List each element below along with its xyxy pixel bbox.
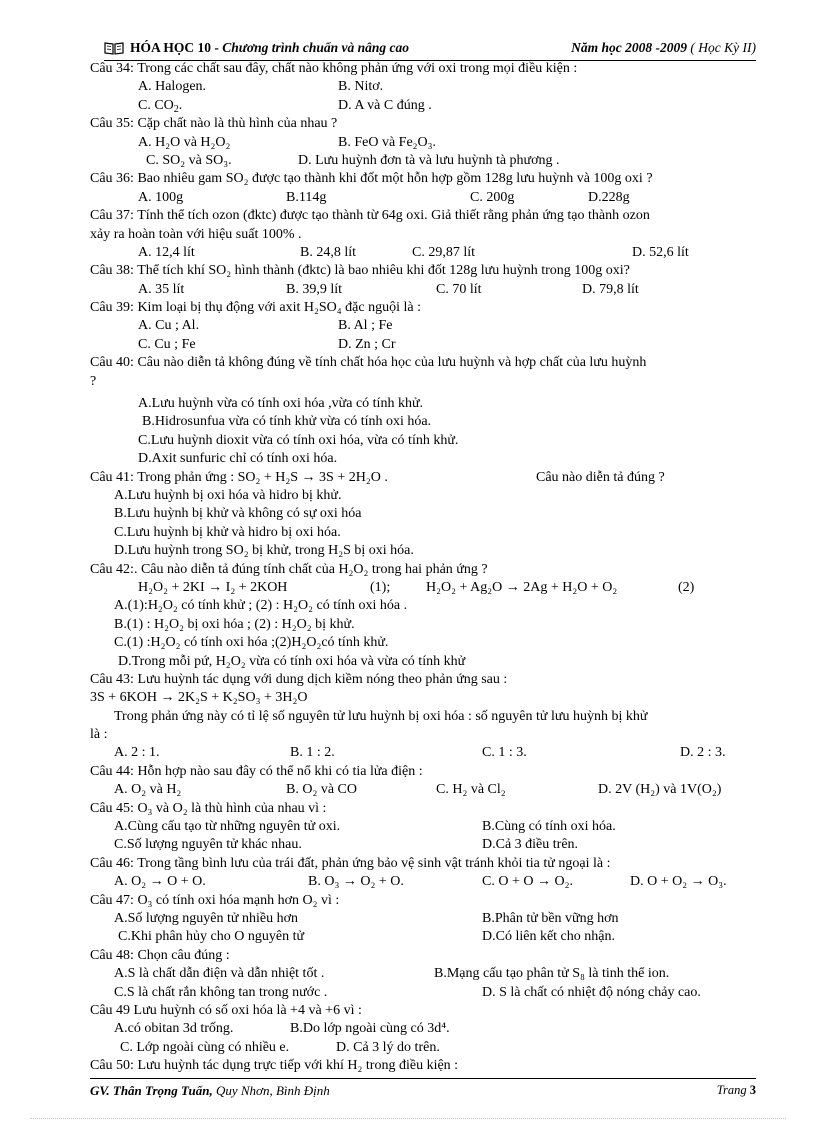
option-b: B. Nitơ. (338, 79, 384, 95)
option-c: C.Lưu huỳnh dioxit vừa có tính oxi hóa, vừa có tính khử. (138, 432, 459, 448)
page-header: HÓA HỌC 10 - Chương trình chuẩn và nâng cao Năm học 2008 -2009 ( Học Kỳ II) (104, 38, 756, 61)
question-35-stem: Câu 35: Cặp chất nào là thù hình của nhau ? (90, 116, 338, 132)
equation-2-label: (2) (678, 579, 695, 595)
option-b: B.Do lớp ngoài cùng có 3d⁴. (290, 1021, 450, 1037)
option-b: B. O₃ → O₂ + O. (308, 874, 404, 890)
option-d: D. A và C đúng . (338, 97, 432, 113)
question-36-options (90, 189, 756, 207)
option-d: D. S là chất có nhiệt độ nóng chảy cao. (482, 984, 701, 1000)
header-subject: HÓA HỌC 10 (130, 40, 212, 55)
question-45-options-row2 (90, 836, 756, 854)
question-40-stem: Câu 40: Câu nào diễn tả không đúng về tính chất hóa học của lưu huỳnh và hợp chất của lưu huỳnh (90, 355, 647, 371)
option-b: B. 1 : 2. (290, 745, 335, 761)
question-49-options-row1 (90, 1020, 756, 1038)
question-37-stem: Câu 37: Tính thể tích ozon (đktc) được tạo thành từ 64g oxi. Giả thiết rằng phản ứng tạo thành ozon (90, 208, 650, 224)
option-c: C.(1) :H₂O₂ có tính oxi hóa ;(2)H₂O₂có tính khử. (114, 635, 389, 651)
option-b: B. FeO và Fe₂O₃. (338, 134, 437, 150)
option-b: B.(1) : H₂O₂ bị oxi hóa ; (2) : H₂O₂ bị khử. (114, 616, 355, 632)
page-footer (90, 1078, 756, 1105)
option-c: C. Lớp ngoài cùng có nhiều e. (120, 1039, 290, 1055)
option-c: C. 70 lít (436, 281, 482, 297)
question-38-options (90, 281, 756, 299)
option-a: A. 100g (138, 189, 184, 205)
option-d: D. Zn ; Cr (338, 336, 396, 352)
question-44-stem: Câu 44: Hỗn hợp nào sau đây có thể nổ khi có tia lửa điện : (90, 763, 423, 779)
option-a: A.có obitan 3d trống. (114, 1021, 234, 1037)
option-d: D. Cả 3 lý do trên. (336, 1039, 440, 1055)
question-49-stem: Câu 49 Lưu huỳnh có số oxi hóa là +4 và +6 vì : (90, 1002, 362, 1018)
option-d: D.Trong mỗi pứ, H₂O₂ vừa có tính oxi hóa và vừa có tính khử (118, 653, 466, 669)
question-43-equation: 3S + 6KOH → 2K₂S + K₂SO₃ + 3H₂O (90, 690, 308, 706)
option-d: D.Cả 3 điều trên. (482, 837, 579, 853)
question-41-stem: Câu 41: Trong phản ứng : SO₂ + H₂S → 3S + 2H₂O . Câu nào diễn tả đúng ? (90, 469, 756, 487)
option-b: B.Lưu huỳnh bị khử và không có sự oxi hóa (114, 506, 362, 522)
option-c: C. 1 : 3. (482, 745, 527, 761)
option-b: B.Mạng cấu tạo phân tử S₈ là tinh thể ion. (434, 966, 670, 982)
question-47-options-row2 (90, 928, 756, 946)
option-d: D. O + O₂ → O₃. (630, 874, 727, 890)
option-a: A. 35 lít (138, 281, 185, 297)
question-41-ask: Câu nào diễn tả đúng ? (536, 469, 665, 485)
question-34-options-row2 (90, 97, 756, 115)
footer-page-label: Trang (716, 1083, 747, 1097)
option-b: B. 24,8 lít (300, 244, 357, 260)
option-c: C. 200g (470, 189, 515, 205)
option-a: A. 2 : 1. (114, 745, 160, 761)
question-list (90, 60, 756, 1075)
question-47-stem: Câu 47: O₃ có tính oxi hóa mạnh hơn O₂ vì : (90, 892, 340, 908)
equation-1: H₂O₂ + 2KI → I₂ + 2KOH (138, 579, 288, 595)
option-a: A.(1):H₂O₂ có tính khử ; (2) : H₂O₂ có tính oxi hóa . (114, 598, 408, 614)
question-43-text: Trong phản ứng này có tỉ lệ số nguyên tử lưu huỳnh bị oxi hóa : số nguyên tử lưu huỳnh bị khử (114, 708, 648, 724)
option-c: C.Khi phân hủy cho O nguyên tử (118, 929, 305, 945)
option-d: D.Lưu huỳnh trong SO₂ bị khử, trong H₂S bị oxi hóa. (114, 543, 414, 559)
question-38-stem: Câu 38: Thể tích khí SO₂ hình thành (đktc) là bao nhiêu khi đốt 128g lưu huỳnh trong 100g oxi? (90, 263, 630, 279)
question-47-options-row1 (90, 910, 756, 928)
option-a: A. Halogen. (138, 79, 207, 95)
option-c: C.Lưu huỳnh bị khử và hidro bị oxi hóa. (114, 524, 341, 540)
option-d: D.Có liên kết cho nhận. (482, 929, 615, 945)
question-48-stem: Câu 48: Chọn câu đúng : (90, 947, 230, 963)
option-d: D. 52,6 lít (632, 244, 689, 260)
question-34-options-row1 (90, 78, 756, 96)
question-43-options (90, 744, 756, 762)
question-37-options (90, 244, 756, 262)
question-45-stem: Câu 45: O₃ và O₂ là thù hình của nhau vì : (90, 800, 327, 816)
question-34-stem: Câu 34: Trong các chất sau đây, chất nào không phản ứng với oxi trong mọi điều kiện : (90, 61, 578, 76)
question-39-stem: Câu 39: Kim loại bị thụ động với axit H₂SO₄ đặc nguội là : (90, 300, 421, 316)
option-b: B. Al ; Fe (338, 318, 393, 334)
question-49-options-row2 (90, 1039, 756, 1057)
option-d: D. 79,8 lít (582, 281, 639, 297)
question-35-options-row1 (90, 134, 756, 152)
option-b: B. O₂ và CO (286, 782, 357, 798)
option-d: D. 2V (H₂) và 1V(O₂) (598, 782, 722, 798)
question-42-stem: Câu 42:. Câu nào diễn tả đúng tính chất của H₂O₂ trong hai phản ứng ? (90, 561, 488, 577)
equation-2: H₂O₂ + Ag₂O → 2Ag + H₂O + O₂ (426, 579, 618, 595)
question-39-options-row1 (90, 317, 756, 335)
option-a: A. 12,4 lít (138, 244, 195, 260)
option-c: C. SO₂ và SO₃. (146, 152, 232, 168)
option-c: C.S là chất rắn không tan trong nước . (114, 984, 328, 1000)
question-46-options (90, 873, 756, 891)
option-a: A.Lưu huỳnh vừa có tính oxi hóa ,vừa có tính khử. (138, 396, 424, 412)
option-a: A. O₂ và H₂ (114, 782, 182, 798)
footer-author: GV. Thân Trọng Tuấn, (90, 1083, 213, 1098)
book-icon (104, 41, 124, 55)
option-c: C. O + O → O₂. (482, 874, 573, 890)
option-c: C.Số lượng nguyên tử khác nhau. (114, 837, 302, 853)
question-42-equations (90, 579, 756, 597)
question-37-stem-cont: xảy ra hoàn toàn với hiệu suất 100% . (90, 226, 302, 242)
question-36-stem: Câu 36: Bao nhiêu gam SO₂ được tạo thành khi đốt một hỗn hợp gồm 128g lưu huỳnh và 100g oxi ? (90, 171, 653, 187)
option-a: A. H₂O và H₂O₂ (138, 134, 231, 150)
option-d: D.228g (588, 189, 630, 205)
page-bottom-divider (30, 1118, 786, 1119)
header-program: Chương trình chuẩn và nâng cao (222, 40, 410, 55)
option-d: D. Lưu huỳnh đơn tà và lưu huỳnh tà phương . (298, 152, 560, 168)
option-c: C. H₂ và Cl₂ (436, 782, 506, 798)
question-43-stem: Câu 43: Lưu huỳnh tác dụng với dung dịch kiềm nóng theo phản ứng sau : (90, 671, 508, 687)
option-a: A. Cu ; Al. (138, 318, 200, 334)
footer-page-number: 3 (749, 1083, 756, 1097)
question-43-text-cont: là : (90, 727, 108, 743)
question-44-options (90, 781, 756, 799)
question-40-stem-cont: ? (90, 373, 97, 389)
option-c: C. 29,87 lít (412, 244, 476, 260)
option-c: C. Cu ; Fe (138, 336, 196, 352)
option-a: A.Lưu huỳnh bị oxi hóa và hidro bị khử. (114, 487, 342, 503)
option-a: A.Số lượng nguyên tử nhiều hơn (114, 910, 298, 926)
header-term: ( Học Kỳ II) (690, 40, 756, 55)
question-46-stem: Câu 46: Trong tầng bình lưu của trái đất, phản ứng bảo vệ sinh vật tránh khỏi tia tử ngoại là : (90, 855, 611, 871)
option-b: B.Phân tử bền vững hơn (482, 910, 619, 926)
option-c: C. $CO_2$. (138, 97, 183, 115)
option-d: D.Axit sunfuric chỉ có tính oxi hóa. (138, 451, 338, 467)
option-b: B.114g (286, 189, 327, 205)
equation-1-label: (1); (370, 579, 391, 595)
question-48-options-row2 (90, 984, 756, 1002)
option-b: B. 39,9 lít (286, 281, 343, 297)
header-year: Năm học 2008 -2009 (571, 40, 688, 55)
option-b: B.Hidrosunfua vừa có tính khử vừa có tính oxi hóa. (142, 414, 432, 430)
question-35-options-row2 (90, 152, 756, 170)
question-48-options-row1 (90, 965, 756, 983)
question-39-options-row2 (90, 336, 756, 354)
option-b: B.Cùng có tính oxi hóa. (482, 819, 616, 835)
option-a: A.Cùng cấu tạo từ những nguyên tử oxi. (114, 819, 341, 835)
option-a: A. O₂ → O + O. (114, 874, 206, 890)
option-d: D. 2 : 3. (680, 745, 726, 761)
question-50-stem: Câu 50: Lưu huỳnh tác dụng trực tiếp với khí H₂ trong điều kiện : (90, 1058, 459, 1074)
option-a: A.S là chất dẫn điện và dẫn nhiệt tốt . (114, 966, 325, 982)
question-45-options-row1 (90, 818, 756, 836)
footer-place: Quy Nhơn, Bình Định (215, 1083, 330, 1098)
